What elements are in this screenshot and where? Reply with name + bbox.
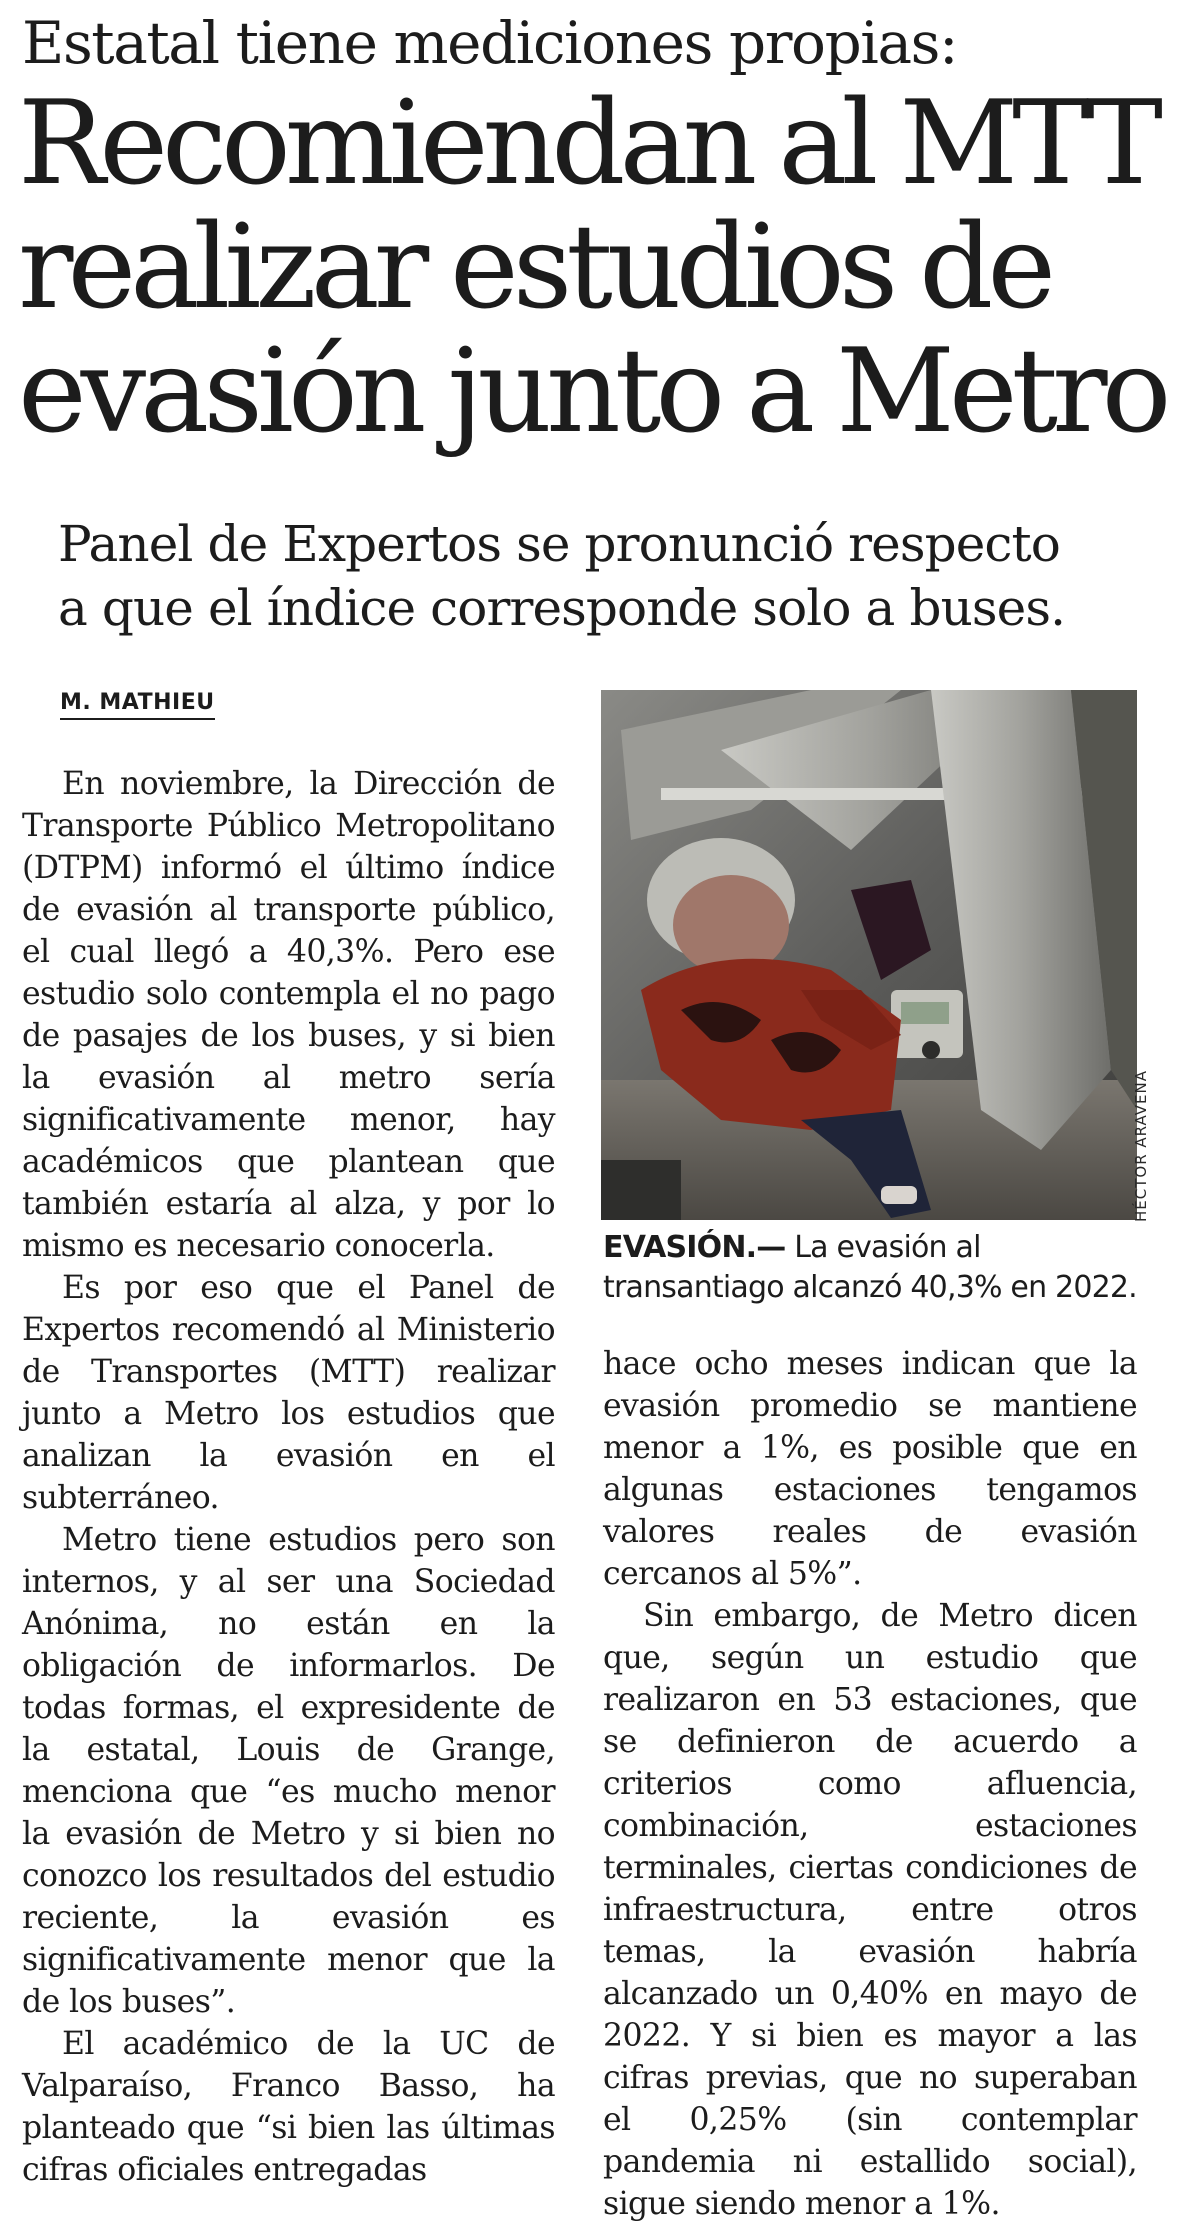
headline (18, 76, 1178, 459)
deck-line: Panel de Expertos se pronunció respecto (58, 515, 1060, 573)
body-paragraph: Sin embargo, de Metro dicen que, según un estudio que realizaron en 53 estaciones, que se definieron de acuerdo a criterios como afluencia, combinación, estaciones terminales, ciertas condiciones de infraestructura, entre otros temas, la evasión habría alcanzado un 0,40% en mayo de 2022. Y si bien es mayor a las cifras previas, que no superaban el 0,25% (sin contemplar pandemia ni estallido social), sigue siendo menor a 1%. (603, 1598, 1137, 2222)
article-column-2 (603, 1343, 1137, 2225)
photo-credit: HÉCTOR ARAVENA (1132, 1070, 1150, 1222)
headline-line: realizar estudios de (18, 200, 1051, 335)
photo-caption (603, 1228, 1137, 1308)
caption-text: La evasión al transantiago alcanzó 40,3% en 2022. (603, 1230, 1137, 1305)
body-paragraph: Es por eso que el Panel de Expertos recomendó al Ministerio de Transportes (MTT) realizar junto a Metro los estudios que analizan la evasión en el subterráneo. (22, 1270, 555, 1516)
deck-line: a que el índice corresponde solo a buses. (58, 579, 1066, 637)
news-photo (601, 690, 1137, 1220)
byline: M. MATHIEU (60, 690, 215, 720)
body-paragraph: En noviembre, la Dirección de Transporte Público Metropolitano (DTPM) informó el último índice de evasión al transporte público, el cual llegó a 40,3%. Pero ese estudio solo contempla el no pago de pasajes de los buses, y si bien la evasión al metro sería significativamente menor, hay académicos que plantean que también estaría al alza, y por lo mismo es necesario conocerla. (22, 766, 555, 1264)
deck (58, 512, 1168, 640)
body-paragraph: El académico de la UC de Valparaíso, Franco Basso, ha planteado que “si bien las últimas cifras oficiales entregadas (22, 2026, 555, 2188)
body-paragraph-continuation: hace ocho meses indican que la evasión promedio se mantiene menor a 1%, es posible que en algunas estaciones tengamos valores reales de evasión cercanos al 5%”. (603, 1346, 1137, 1592)
kicker: Estatal tiene mediciones propias: (22, 9, 958, 77)
turnstile-photo-illustration (601, 690, 1137, 1220)
caption-lead: EVASIÓN.— (603, 1230, 786, 1265)
headline-line: Recomiendan al MTT (18, 76, 1158, 211)
headline-line: evasión junto a Metro (18, 324, 1166, 459)
article-column-1 (22, 763, 555, 2191)
body-paragraph: Metro tiene estudios pero son internos, y al ser una Sociedad Anónima, no están en la obligación de informarlos. De todas formas, el expresidente de la estatal, Louis de Grange, menciona que “es mucho menor la evasión de Metro y si bien no conozco los resultados del estudio reciente, la evasión es significativamente menor que la de los buses”. (22, 1522, 555, 2020)
